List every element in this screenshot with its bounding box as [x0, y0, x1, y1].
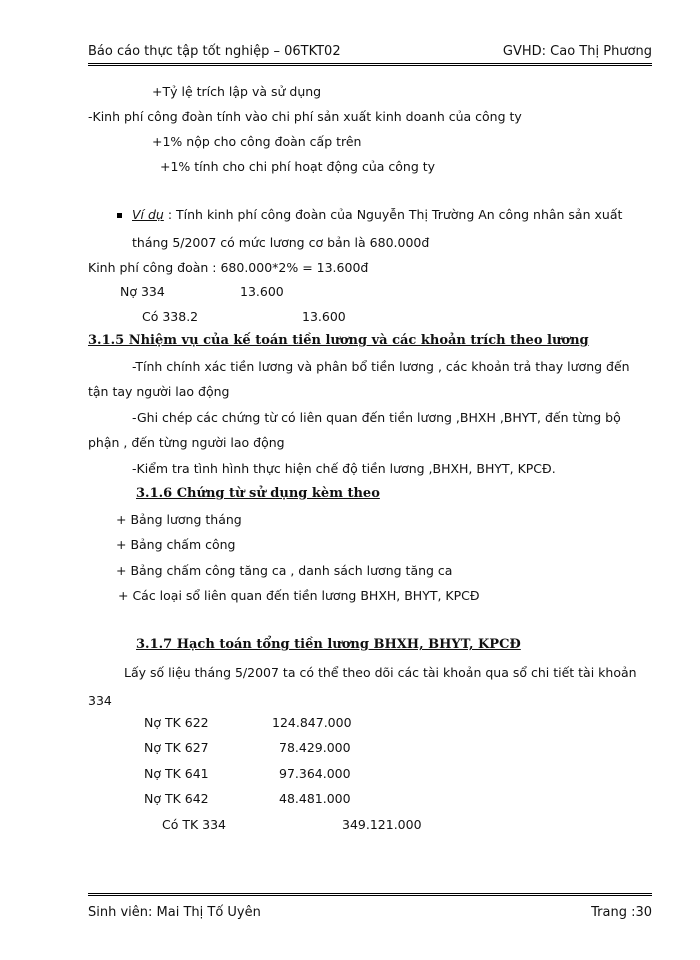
line-kinh-phi: -Kinh phí công đoàn tính vào chi phí sản xuất kinh doanh của công ty: [88, 109, 522, 124]
line-tinh: +1% tính cho chi phí hoạt động của công ty: [160, 159, 436, 174]
entry-value: 13.600: [240, 284, 284, 299]
ledger-value: 78.429.000: [279, 740, 351, 755]
bullet-icon: [117, 213, 122, 218]
s315-p1b: tận tay người lao động: [88, 384, 230, 399]
example-label: Ví dụ: [132, 207, 164, 222]
s315-p2a: -Ghi chép các chứng từ có liên quan đến tiền lương ,BHXH ,BHYT, đến từng bộ: [132, 410, 621, 425]
ledger-label: Nợ TK 627: [144, 740, 209, 755]
s316-item: + Bảng chấm công tăng ca , danh sách lương tăng ca: [116, 563, 453, 578]
s316-item: + Các loại sổ liên quan đến tiền lương BHXH, BHYT, KPCĐ: [118, 588, 480, 603]
entry-value: 13.600: [302, 309, 346, 324]
ledger-label: Nợ TK 641: [144, 766, 209, 781]
ledger-row: [0, 740, 700, 758]
page-number: Trang :30: [591, 905, 652, 920]
example-line: [132, 207, 622, 222]
entry-label: Nợ 334: [120, 284, 165, 299]
s317-p1a: Lấy số liệu tháng 5/2007 ta có thể theo dõi các tài khoản qua sổ chi tiết tài khoản: [124, 665, 637, 680]
page-footer: [88, 905, 652, 920]
calc-line: Kinh phí công đoàn : 680.000*2% = 13.600đ: [88, 260, 369, 275]
ledger-row: [0, 791, 700, 809]
header-left: Báo cáo thực tập tốt nghiệp – 06TKT02: [88, 44, 341, 59]
header-rule: [88, 63, 652, 66]
ledger-label: Nợ TK 622: [144, 715, 209, 730]
ledger-value: 48.481.000: [279, 791, 351, 806]
ledger-value: 349.121.000: [342, 817, 422, 832]
line-ty-le: +Tỷ lệ trích lập và sử dụng: [152, 84, 322, 99]
entry-label: Có 338.2: [142, 309, 199, 324]
ledger-value: 124.847.000: [272, 715, 352, 730]
ledger-row: [0, 715, 700, 733]
footer-left: Sinh viên: Mai Thị Tố Uyên: [88, 905, 261, 920]
s317-p1b: 334: [88, 693, 112, 708]
example-text: : Tính kinh phí công đoàn của Nguyễn Thị Trường An công nhân sản xuất: [163, 207, 623, 222]
s316-item: + Bảng lương tháng: [116, 512, 242, 527]
ledger-credit-row: [0, 817, 700, 835]
ledger-value: 97.364.000: [279, 766, 351, 781]
line-nop: +1% nộp cho công đoàn cấp trên: [152, 134, 362, 149]
section-317-title: 3.1.7 Hạch toán tổng tiền lương BHXH, BHYT, KPCĐ: [136, 637, 521, 652]
section-316-title: 3.1.6 Chứng từ sử dụng kèm theo: [136, 486, 380, 501]
header-right: GVHD: Cao Thị Phương: [502, 44, 652, 59]
entry-co3382: [0, 309, 700, 327]
example-line-2: tháng 5/2007 có mức lương cơ bản là 680.000đ: [132, 235, 430, 250]
s315-p1a: -Tính chính xác tiền lương và phân bổ tiền lương , các khoản trả thay lương đến: [132, 359, 630, 374]
s316-item: + Bảng chấm công: [116, 537, 236, 552]
section-315-title: 3.1.5 Nhiệm vụ của kế toán tiền lương và các khoản trích theo lương: [88, 333, 589, 348]
ledger-label: Nợ TK 642: [144, 791, 209, 806]
ledger-label: Có TK 334: [162, 817, 227, 832]
s315-p3: -Kiểm tra tình hình thực hiện chế độ tiền lương ,BHXH, BHYT, KPCĐ.: [132, 461, 556, 476]
s315-p2b: phận , đến từng người lao động: [88, 435, 285, 450]
entry-no334: [0, 284, 700, 302]
ledger-row: [0, 766, 700, 784]
footer-rule: [88, 893, 652, 896]
page-header: [88, 44, 652, 59]
